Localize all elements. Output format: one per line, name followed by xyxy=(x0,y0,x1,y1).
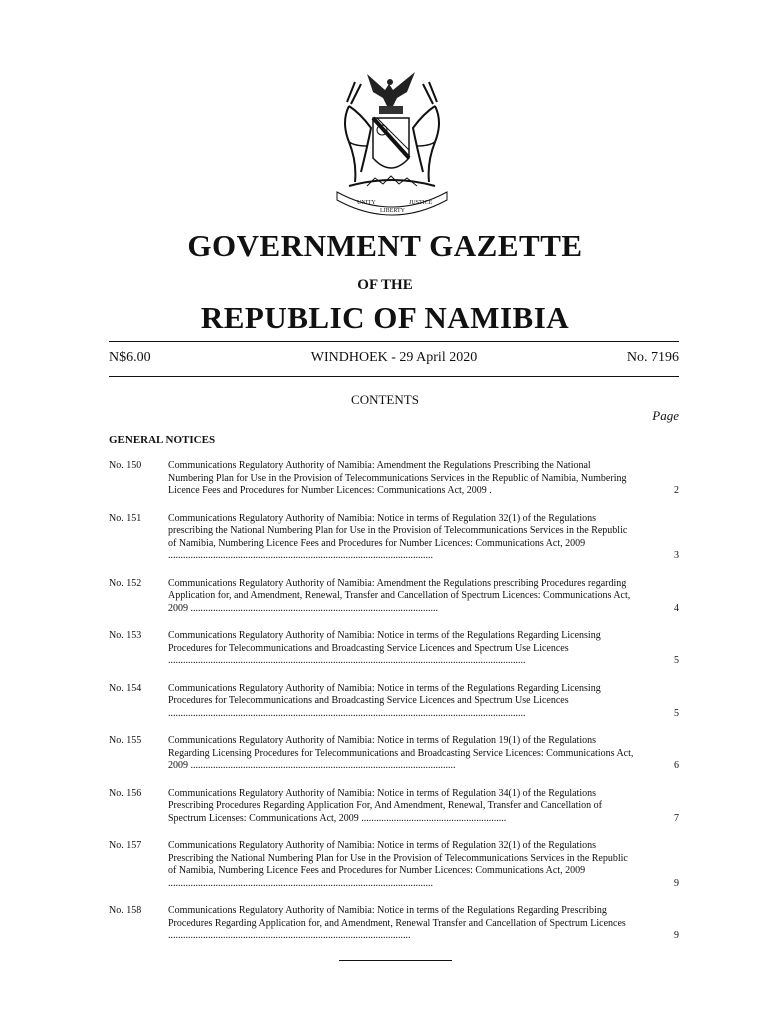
gazette-title: GOVERNMENT GAZETTE xyxy=(187,228,583,263)
notice-title: Communications Regulatory Authority of Namibia: Notice in terms of Regulation 32(1) of the Regulations Prescribing the National Numbering Plan for Use in the Provision of Telecommunications Services in the Republic of Namibia, Numbering Licence Fees and Procedures for Number Licences: Communications Act, 2009 .......................................................................................................... xyxy=(168,840,628,889)
notice-entry xyxy=(109,630,679,668)
notice-number: No. 155 xyxy=(109,735,142,746)
notice-title: Communications Regulatory Authority of Namibia: Amendment the Regulations prescribing Procedures regarding Application for, and Amendment, Renewal, Transfer and Cancellation of Spectrum Licences: Communications Act, 2009 ................................................................................................... xyxy=(168,577,631,614)
notice-number: No. 153 xyxy=(109,630,142,641)
notice-entry xyxy=(109,788,679,826)
issue-info-row xyxy=(109,350,679,368)
price: N$6.00 xyxy=(109,350,151,365)
motto-unity: UNITY xyxy=(357,200,376,206)
notice-page: 5 xyxy=(674,707,679,719)
notice-title: Communications Regulatory Authority of Namibia: Notice in terms of the Regulations Regarding Licensing Procedures for Telecommunications and Broadcasting Service Licences and Spectrum Use Licences ............................................................................................................................................... xyxy=(168,630,601,666)
bottom-divider xyxy=(339,960,452,961)
notice-entry xyxy=(109,683,679,721)
notice-page: 5 xyxy=(674,655,679,666)
general-notices-heading: GENERAL NOTICES xyxy=(109,434,216,446)
place-date: WINDHOEK - 29 April 2020 xyxy=(310,350,478,365)
namibia-coat-of-arms-emblem xyxy=(327,62,457,218)
notice-entry xyxy=(109,840,679,890)
notice-number: No. 157 xyxy=(109,840,142,851)
gazette-number: No. 7196 xyxy=(626,350,679,365)
motto-justice: JUSTICE xyxy=(409,200,433,206)
notice-page: 4 xyxy=(674,602,679,614)
notice-page: 2 xyxy=(674,485,679,496)
gazette-of-the: OF THE xyxy=(357,277,413,293)
notice-number: No. 150 xyxy=(109,460,142,471)
notice-number: No. 151 xyxy=(109,512,142,524)
info-divider xyxy=(109,376,679,377)
notice-entry xyxy=(109,578,679,616)
notice-entry xyxy=(109,460,679,498)
notice-number: No. 154 xyxy=(109,682,142,694)
notice-page: 9 xyxy=(674,930,679,941)
notice-entry xyxy=(109,735,679,773)
notice-title: Communications Regulatory Authority of Namibia: Notice in terms of Regulation 19(1) of the Regulations Regarding Licensing Procedures for Telecommunications and Broadcasting Service Licences: Communications Act, 2009 .......................................................................................................... xyxy=(168,735,634,771)
notice-number: No. 158 xyxy=(109,905,142,916)
notice-title: Communications Regulatory Authority of Namibia: Notice in terms of the Regulations Regarding Licensing Procedures for Telecommunications and Broadcasting Service Licences and Spectrum Use Licences ............................................................................................................................................... xyxy=(168,682,601,719)
notice-page: 9 xyxy=(674,877,679,889)
notice-page: 7 xyxy=(674,812,679,824)
notice-page: 6 xyxy=(674,760,679,771)
notice-title: Communications Regulatory Authority of Namibia: Amendment the Regulations Prescribing the National Numbering Plan for Use in the Provision of Telecommunications Services in the Republic of Namibia, Numbering Licence Fees and Procedures for Number Licences: Communications Act, 2009 . xyxy=(168,460,627,496)
top-divider xyxy=(109,341,679,342)
notice-entry xyxy=(109,513,679,563)
notice-list xyxy=(109,460,679,943)
notice-number: No. 156 xyxy=(109,787,142,799)
page-column-heading: Page xyxy=(652,408,679,423)
motto-liberty: LIBERTY xyxy=(380,208,405,214)
notice-title: Communications Regulatory Authority of Namibia: Notice in terms of Regulation 34(1) of the Regulations Prescribing Procedures Regarding Application For, And Amendment, Renewal, Transfer and Cancellation of Spectrum Licenses: Communications Act, 2009 .......................................................... xyxy=(168,787,602,824)
contents-heading: CONTENTS xyxy=(351,392,419,407)
notice-entry xyxy=(109,905,679,943)
notice-page: 3 xyxy=(674,550,679,561)
notice-number: No. 152 xyxy=(109,577,142,589)
republic-title: REPUBLIC OF NAMIBIA xyxy=(200,300,570,335)
notice-title: Communications Regulatory Authority of Namibia: Notice in terms of the Regulations Regarding Prescribing Procedures Regarding Application for, and Amendment, Renewal Transfer and Cancellation of Spectrum Licences ................................................................................................. xyxy=(168,905,626,941)
notice-title: Communications Regulatory Authority of Namibia: Notice in terms of Regulation 32(1) of the Regulations prescribing the National Numbering Plan for Use in the Provision of Telecommunications Services in the Republic of Namibia, Numbering Licence Fees and Procedures for Number Licences: Communications Act, 2009 .......................................................................................................... xyxy=(168,512,628,561)
